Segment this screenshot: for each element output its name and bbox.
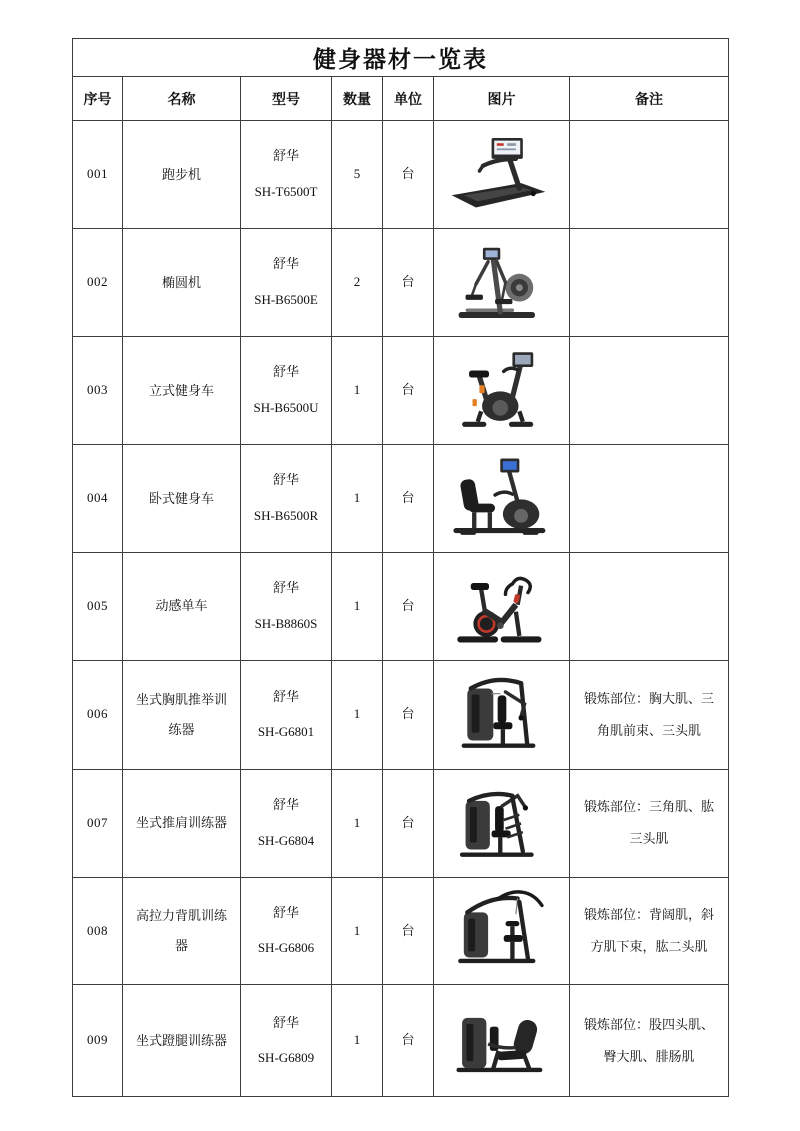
model-cell [241,553,332,661]
quantity-cell [332,445,383,553]
remark-cell [570,229,729,337]
brand-name: 舒华 [272,580,299,596]
quantity-value: 1 [353,490,361,506]
serial-number: 004 [87,490,108,506]
model-cell [241,877,332,985]
column-header-row [73,77,729,121]
serial-number: 005 [87,598,108,613]
serial-cell [73,553,123,661]
spin-bike-image [443,555,561,651]
brand-name: 舒华 [272,904,299,920]
column-header-2: 型号 [241,77,332,121]
table-row [73,553,729,661]
quantity-cell [332,985,383,1097]
model-number: SH-B6500R [253,508,319,523]
name-cell [123,553,241,661]
serial-number: 009 [87,1032,108,1048]
quantity-cell [332,769,383,877]
equipment-name: 坐式蹬腿训练器 [135,1032,227,1048]
quantity-value: 2 [353,274,361,290]
equipment-name: 立式健身车 [148,382,214,398]
unit-cell [383,445,434,553]
remark-text: 锻炼部位：三角肌、肱三头肌 [584,799,715,847]
equipment-name: 坐式胸肌推举训练器 [135,691,227,737]
table-row [73,769,729,877]
brand-name: 舒华 [272,1014,299,1030]
model-cell [241,769,332,877]
name-cell [123,769,241,877]
unit-cell [383,337,434,445]
column-header-3: 数量 [332,77,383,121]
unit-value: 台 [401,814,415,830]
serial-number: 002 [87,274,108,290]
quantity-cell [332,553,383,661]
table-row [73,445,729,553]
name-cell [123,660,241,769]
picture-cell [434,769,570,877]
equipment-name: 坐式推肩训练器 [135,815,227,831]
table-row [73,229,729,337]
page-title: 健身器材一览表 [73,39,729,77]
equipment-name: 跑步机 [161,166,201,182]
serial-cell [73,337,123,445]
unit-value: 台 [401,166,415,182]
unit-value: 台 [401,922,415,938]
quantity-cell [332,121,383,229]
serial-number: 001 [87,166,108,182]
quantity-value: 1 [353,1032,361,1048]
picture-cell [434,877,570,985]
picture-cell [434,121,570,229]
picture-cell [434,985,570,1097]
quantity-value: 1 [353,598,361,613]
quantity-value: 1 [353,706,361,722]
upright-bike-image [443,339,561,435]
unit-value: 台 [401,706,415,722]
model-cell [241,445,332,553]
model-number: SH-G6806 [257,940,315,956]
name-cell [123,445,241,553]
name-cell [123,985,241,1097]
name-cell [123,877,241,985]
name-cell [123,121,241,229]
model-number: SH-G6804 [257,832,315,848]
equipment-name: 椭圆机 [161,274,201,290]
unit-cell [383,229,434,337]
serial-cell [73,445,123,553]
serial-cell [73,121,123,229]
quantity-cell [332,229,383,337]
unit-value: 台 [401,490,415,506]
brand-name: 舒华 [272,472,299,488]
equipment-name: 卧式健身车 [148,490,214,506]
unit-value: 台 [401,598,415,613]
elliptical-image [443,231,561,327]
name-cell [123,229,241,337]
model-number: SH-G6801 [257,724,315,740]
column-header-0: 序号 [73,77,123,121]
model-number: SH-B6500U [253,400,319,415]
column-header-6: 备注 [570,77,729,121]
picture-cell [434,445,570,553]
model-cell [241,337,332,445]
equipment-name: 动感单车 [155,598,208,614]
serial-cell [73,985,123,1097]
model-number: SH-B8860S [254,615,318,631]
quantity-cell [332,337,383,445]
remark-text: 锻炼部位：股四头肌、臀大肌、腓肠肌 [584,1017,715,1064]
serial-number: 003 [87,382,108,398]
remark-cell [570,877,729,985]
model-cell [241,229,332,337]
table-row [73,121,729,229]
unit-cell [383,985,434,1097]
unit-value: 台 [401,382,415,398]
remark-cell [570,337,729,445]
title-row [73,39,729,77]
brand-name: 舒华 [272,256,299,272]
equipment-name: 高拉力背肌训练器 [135,908,227,953]
brand-name: 舒华 [272,148,299,164]
brand-name: 舒华 [272,364,299,380]
picture-cell [434,660,570,769]
column-header-1: 名称 [123,77,241,121]
remark-cell [570,553,729,661]
picture-cell [434,229,570,337]
brand-name: 舒华 [272,688,299,704]
unit-value: 台 [401,1032,415,1048]
table-row [73,337,729,445]
unit-cell [383,121,434,229]
table-row [73,985,729,1097]
serial-number: 006 [87,706,108,722]
quantity-value: 1 [353,382,361,398]
chest-press-machine-image [443,663,561,759]
equipment-table [72,38,729,1097]
quantity-value: 5 [353,166,361,182]
model-cell [241,985,332,1097]
remark-text: 锻炼部位：背阔肌，斜方肌下束，肱二头肌 [584,907,715,954]
shoulder-press-machine-image [443,772,561,868]
serial-cell [73,877,123,985]
treadmill-image [443,123,561,219]
model-number: SH-B6500E [254,292,318,307]
unit-value: 台 [401,274,415,290]
serial-number: 007 [87,814,108,830]
unit-cell [383,877,434,985]
remark-cell [570,445,729,553]
model-cell [241,660,332,769]
remark-cell [570,769,729,877]
remark-text: 锻炼部位：胸大肌、三角肌前束、三头肌 [584,690,715,738]
remark-cell [570,121,729,229]
model-number: SH-T6500T [254,184,318,199]
leg-press-machine-image [443,989,561,1085]
recumbent-bike-image [443,447,561,543]
serial-number: 008 [87,922,108,938]
quantity-value: 1 [353,922,361,938]
remark-cell [570,660,729,769]
column-header-5: 图片 [434,77,570,121]
lat-pulldown-machine-image [443,880,561,976]
quantity-value: 1 [353,814,361,830]
serial-cell [73,660,123,769]
serial-cell [73,229,123,337]
quantity-cell [332,660,383,769]
unit-cell [383,553,434,661]
table-row [73,877,729,985]
brand-name: 舒华 [272,796,299,812]
name-cell [123,337,241,445]
quantity-cell [332,877,383,985]
table-row [73,660,729,769]
unit-cell [383,660,434,769]
picture-cell [434,337,570,445]
model-number: SH-G6809 [257,1050,315,1066]
column-header-4: 单位 [383,77,434,121]
remark-cell [570,985,729,1097]
serial-cell [73,769,123,877]
picture-cell [434,553,570,661]
model-cell [241,121,332,229]
unit-cell [383,769,434,877]
